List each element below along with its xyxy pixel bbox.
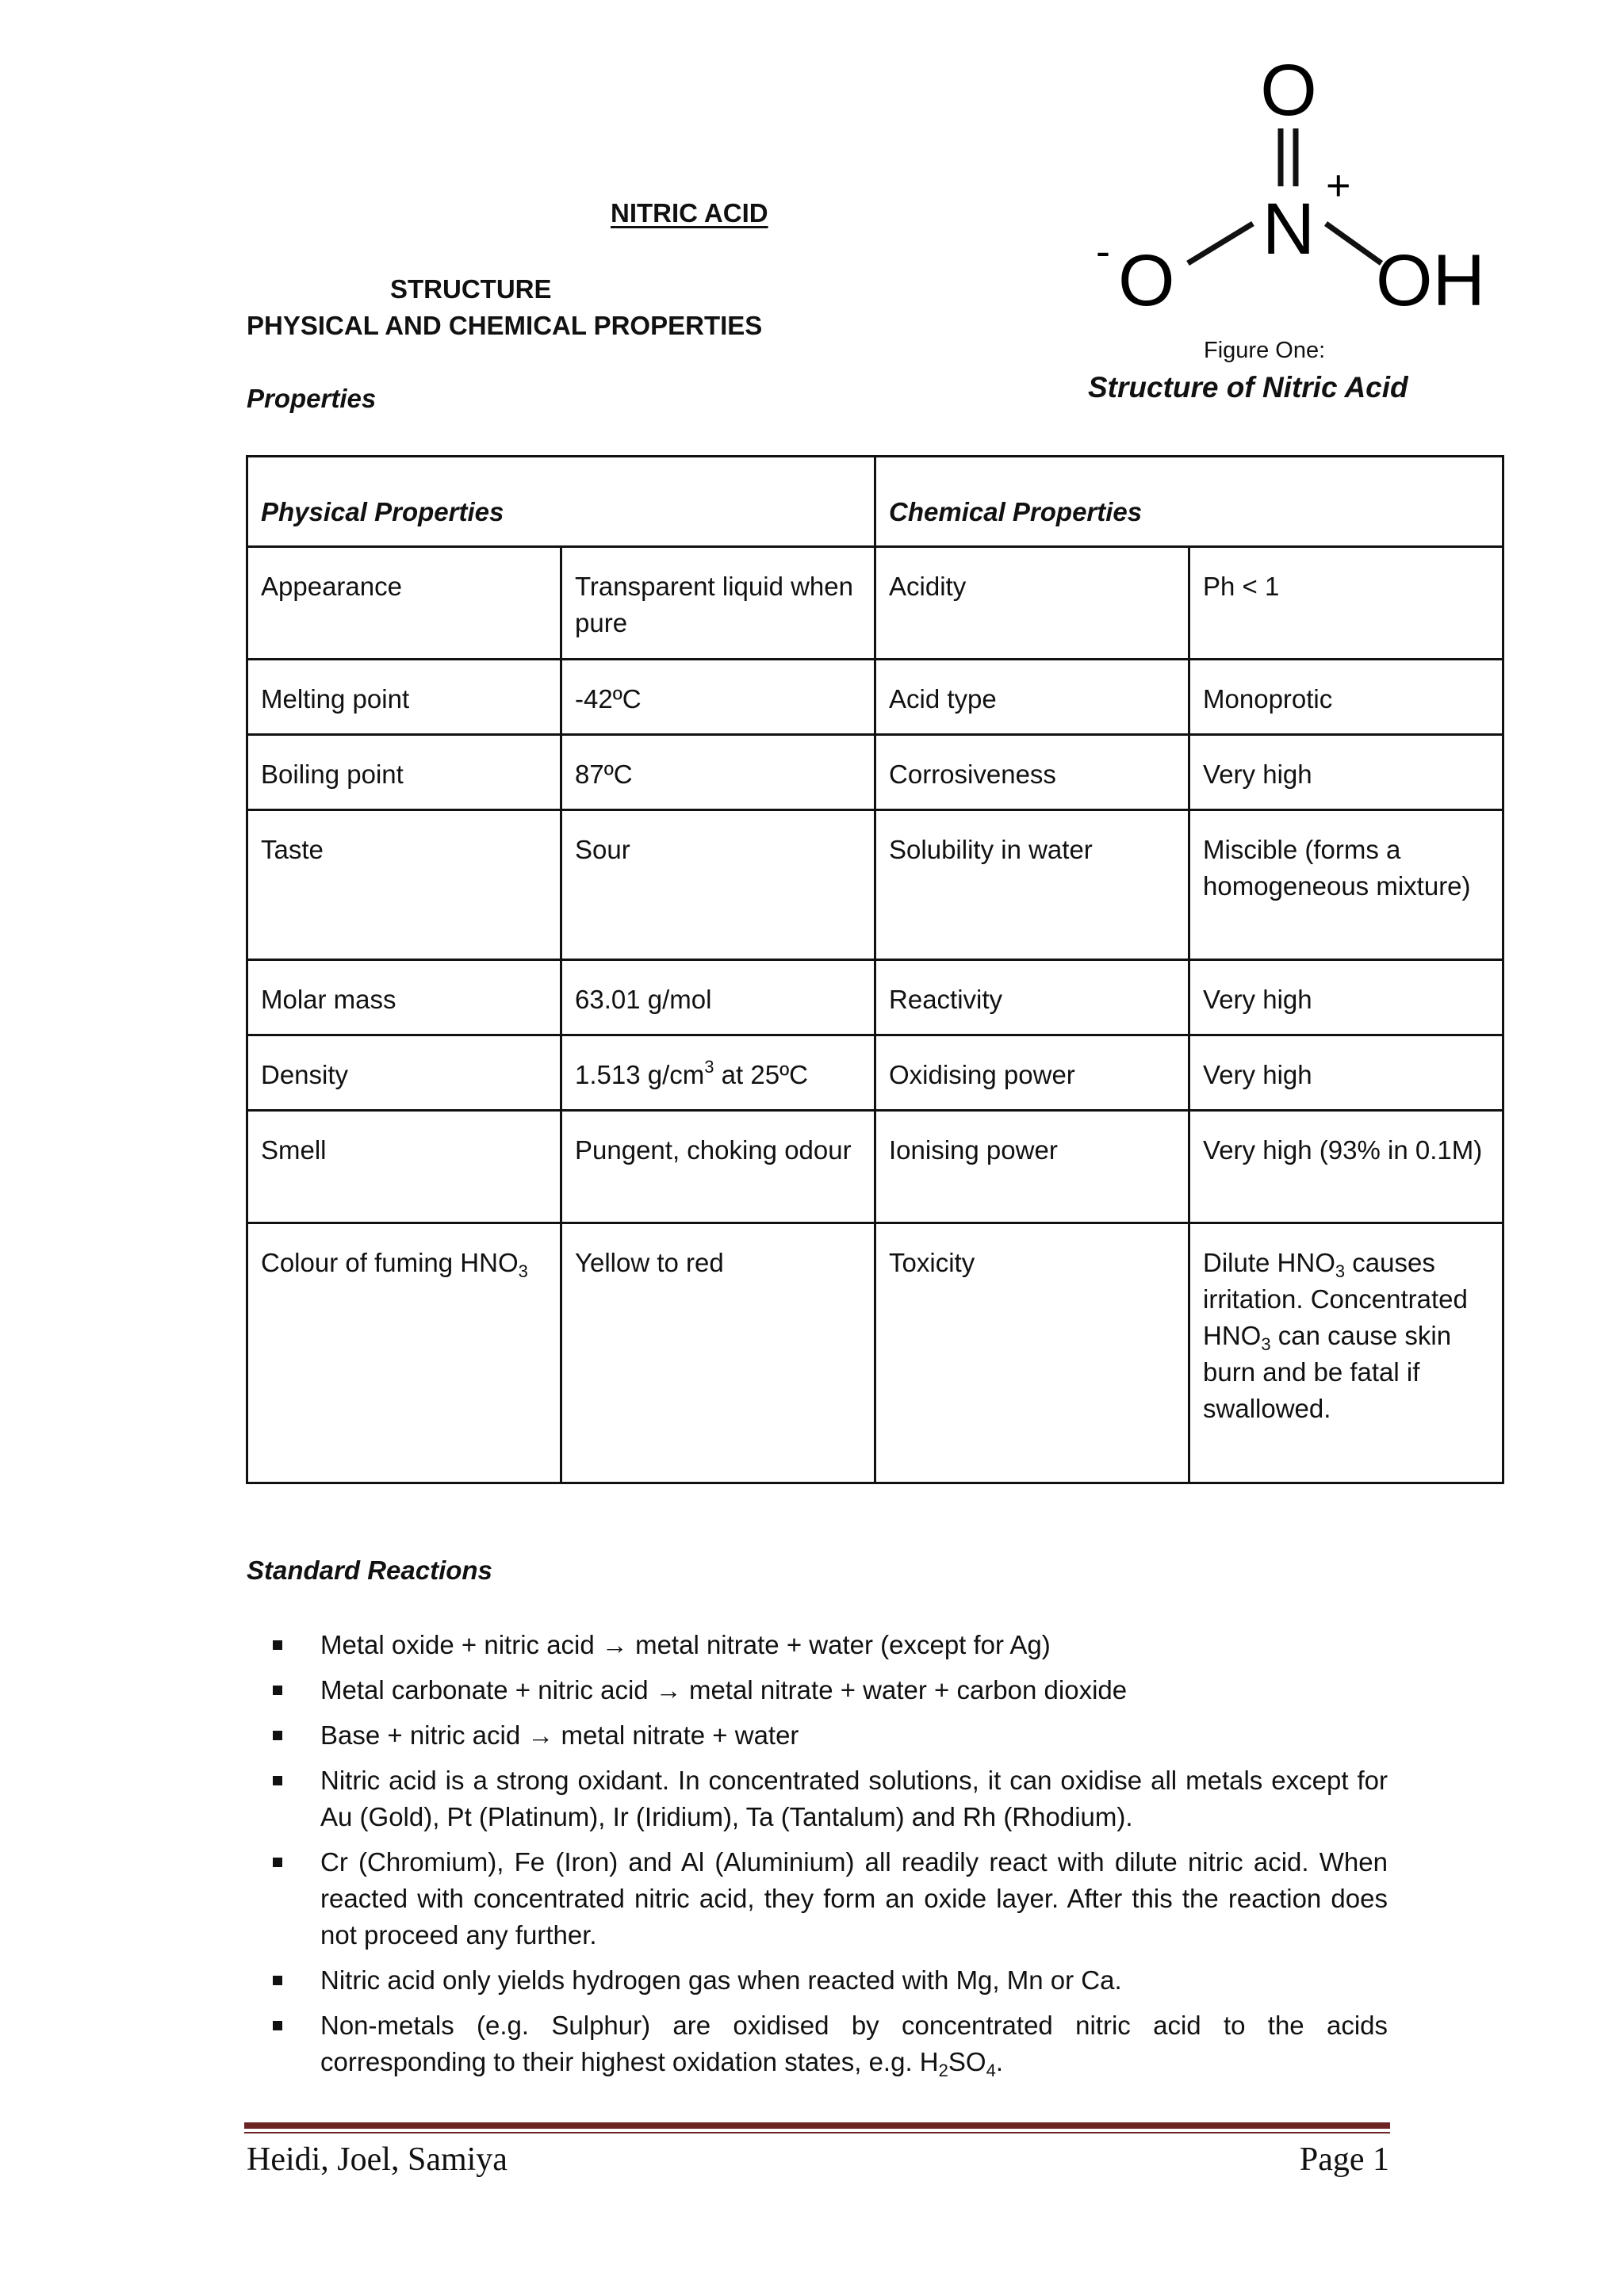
bullet-icon [273, 1858, 282, 1867]
chemical-property-label: Acid type [875, 660, 1189, 735]
toxicity-subscript-b: 3 [1261, 1334, 1271, 1354]
subscript: 2 [938, 2061, 948, 2080]
single-bond-left [1188, 224, 1253, 263]
density-unit-superscript: 3 [704, 1057, 714, 1077]
oxygen-charge: - [1096, 228, 1110, 275]
bullet-icon [273, 1731, 282, 1740]
footer-authors: Heidi, Joel, Samiya [247, 2141, 508, 2178]
list-item [270, 1962, 1388, 1999]
atom-nitrogen: N [1262, 189, 1316, 270]
list-item [270, 1627, 1388, 1663]
figure-caption: Structure of Nitric Acid [1088, 371, 1408, 404]
list-item [270, 1762, 1388, 1835]
properties-table [246, 455, 1504, 1484]
footer-rule-thick [244, 2122, 1390, 2129]
table-header-row [247, 457, 1503, 547]
chemical-property-value: Very high [1189, 960, 1503, 1035]
chemical-property-value [1189, 1223, 1503, 1483]
toxicity-text-b: causes irritation. Concentrated HNO [1203, 1248, 1468, 1350]
reaction-text: SO [948, 2047, 986, 2076]
table-row [247, 660, 1503, 735]
figure-label: Figure One: [1204, 338, 1326, 363]
physical-property-value: 63.01 g/mol [561, 960, 875, 1035]
physical-properties-header: Physical Properties [247, 457, 875, 547]
physical-property-label: Appearance [247, 547, 561, 660]
physical-property-label: Melting point [247, 660, 561, 735]
bullet-icon [273, 2021, 282, 2030]
physical-property-value: -42ºC [561, 660, 875, 735]
density-value-rest: at 25ºC [714, 1060, 808, 1089]
chemical-property-label: Acidity [875, 547, 1189, 660]
chemical-property-label: Solubility in water [875, 810, 1189, 960]
physical-property-value: 87ºC [561, 735, 875, 810]
fuming-label-main: Colour of fuming HNO [261, 1248, 519, 1277]
physical-property-value: Yellow to red [561, 1223, 875, 1483]
nitric-acid-structure-diagram [1094, 40, 1491, 317]
bullet-icon [273, 1776, 282, 1785]
physical-property-value: Pungent, choking odour [561, 1111, 875, 1223]
chemical-property-label: Oxidising power [875, 1035, 1189, 1111]
reaction-text: Nitric acid is a strong oxidant. In concentrated solutions, it can oxidise all metals except for Au (Gold), Pt (Platinum), Ir (Iridium), Ta (Tantalum) and Rh (Rhodium). [320, 1766, 1388, 1831]
table-row [247, 1111, 1503, 1223]
single-bond-right [1326, 224, 1381, 263]
physchem-heading: PHYSICAL AND CHEMICAL PROPERTIES [247, 311, 763, 340]
chemical-property-label: Ionising power [875, 1111, 1189, 1223]
list-item [270, 1672, 1388, 1709]
properties-heading: Properties [247, 384, 377, 413]
atom-oxygen-left: O [1118, 240, 1175, 317]
atom-oxygen-top: O [1260, 50, 1317, 131]
physical-property-label [247, 1223, 561, 1483]
chemical-property-value: Very high [1189, 1035, 1503, 1111]
chemical-property-value: Monoprotic [1189, 660, 1503, 735]
reaction-text: Metal carbonate + nitric acid → metal nitrate + water + carbon dioxide [320, 1675, 1128, 1705]
physical-property-label: Molar mass [247, 960, 561, 1035]
density-value-main: 1.513 g/cm [575, 1060, 705, 1089]
standard-reactions-heading: Standard Reactions [247, 1556, 492, 1585]
table-row [247, 810, 1503, 960]
chemical-property-label: Reactivity [875, 960, 1189, 1035]
list-item [270, 1844, 1388, 1954]
reaction-text: Non-metals (e.g. Sulphur) are oxidised by concentrated nitric acid to the acids corresponding to their highest oxidation states, e.g. H [320, 2011, 1388, 2076]
chemical-property-label: Toxicity [875, 1223, 1189, 1483]
reaction-text: Cr (Chromium), Fe (Iron) and Al (Aluminium) all readily react with dilute nitric acid. When reacted with concentrated nitric acid, they form an oxide layer. After this the reaction does not proceed any further. [320, 1847, 1388, 1950]
fuming-label-subscript: 3 [518, 1261, 528, 1281]
chemical-property-value: Ph < 1 [1189, 547, 1503, 660]
table-row [247, 1035, 1503, 1111]
chemical-property-label: Corrosiveness [875, 735, 1189, 810]
reaction-text: Metal oxide + nitric acid → metal nitrate + water (except for Ag) [320, 1630, 1051, 1659]
physical-property-value: Sour [561, 810, 875, 960]
physical-property-value [561, 1035, 875, 1111]
toxicity-subscript-a: 3 [1335, 1261, 1346, 1281]
chemical-property-value: Very high (93% in 0.1M) [1189, 1111, 1503, 1223]
footer-rule-thin [244, 2132, 1390, 2133]
table-row [247, 735, 1503, 810]
table-row [247, 1223, 1503, 1483]
bullet-icon [273, 1976, 282, 1985]
table-row [247, 547, 1503, 660]
document-title: NITRIC ACID [611, 198, 768, 228]
physical-property-label: Density [247, 1035, 561, 1111]
table-row [247, 960, 1503, 1035]
reaction-text: Nitric acid only yields hydrogen gas when reacted with Mg, Mn or Ca. [320, 1965, 1122, 1995]
subscript: 4 [986, 2061, 996, 2080]
physical-property-label: Taste [247, 810, 561, 960]
chemical-property-value: Very high [1189, 735, 1503, 810]
physical-property-label: Smell [247, 1111, 561, 1223]
toxicity-text-a: Dilute HNO [1203, 1248, 1335, 1277]
physical-property-label: Boiling point [247, 735, 561, 810]
hydroxyl-group: OH [1376, 240, 1485, 317]
chemical-properties-header: Chemical Properties [875, 457, 1503, 547]
list-item [270, 2007, 1388, 2080]
bullet-icon [273, 1640, 282, 1650]
reaction-text: Base + nitric acid → metal nitrate + water [320, 1720, 799, 1750]
structure-heading: STRUCTURE [390, 274, 552, 304]
page-number: Page 1 [1299, 2141, 1389, 2178]
list-item [270, 1717, 1388, 1754]
reaction-text: . [995, 2047, 1003, 2076]
bullet-icon [273, 1686, 282, 1695]
toxicity-text-c: can cause skin burn and be fatal if swallowed. [1203, 1321, 1452, 1423]
physical-property-value: Transparent liquid when pure [561, 547, 875, 660]
nitrogen-charge: + [1326, 162, 1351, 209]
chemical-property-value: Miscible (forms a homogeneous mixture) [1189, 810, 1503, 960]
reactions-list [270, 1627, 1388, 2089]
